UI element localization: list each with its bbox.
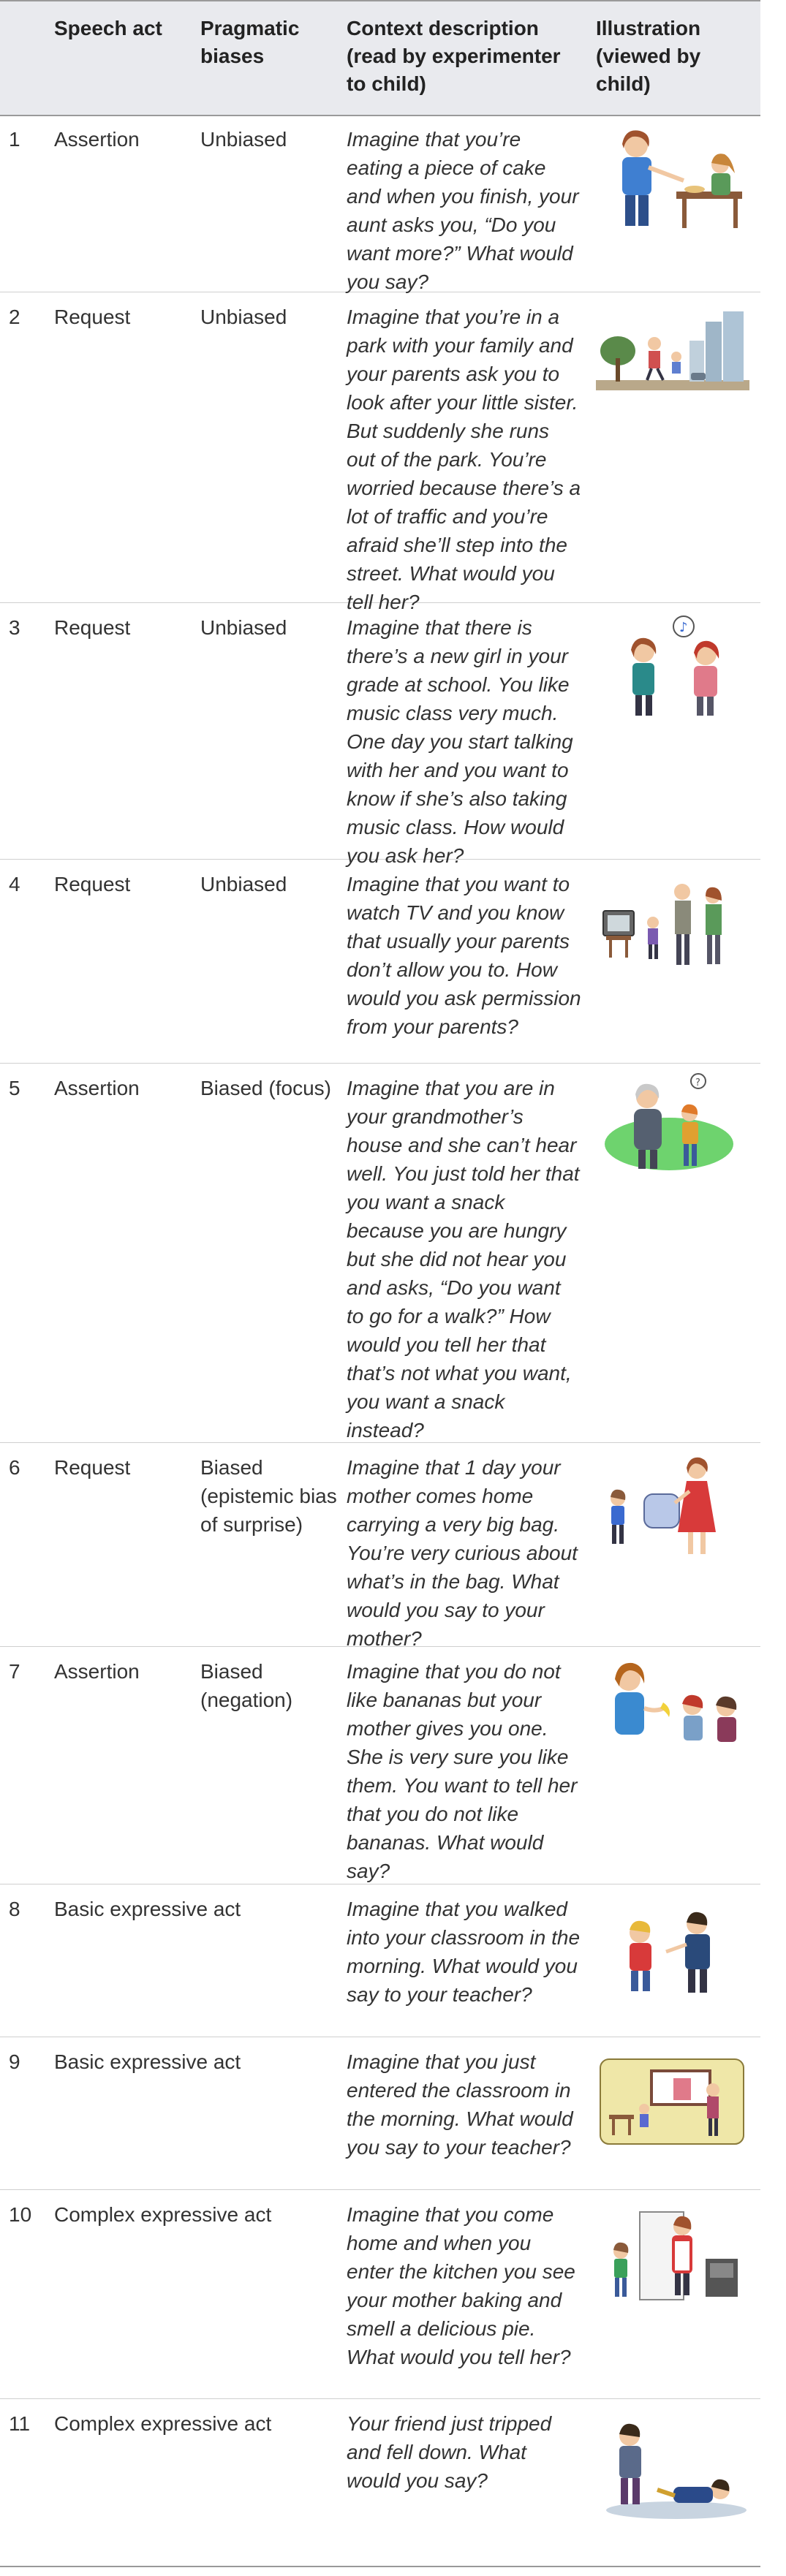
header-context-description: Context description (read by experimenter to child): [347, 17, 561, 95]
table-row: [0, 860, 760, 1064]
row-number: 8: [9, 1898, 20, 1920]
speech-act-cell: Complex expressive act: [54, 2203, 272, 2226]
biases-cell: Unbiased: [200, 616, 287, 639]
row-number: 5: [9, 1077, 20, 1099]
header-pragmatic-biases: Pragmatic biases: [200, 17, 300, 67]
table-row: [0, 292, 760, 613]
biases-cell: Unbiased: [200, 873, 287, 895]
table-row: [0, 1884, 760, 2037]
row-number: 1: [9, 128, 20, 151]
illustration-classroom-image: [596, 2045, 749, 2154]
row-number: 4: [9, 873, 20, 895]
illustration-grandmother-image: [596, 1071, 749, 1181]
illustration-banana-image: [596, 1654, 749, 1764]
row-number: 6: [9, 1456, 20, 1479]
context-cell: Imagine that you’re in a park with your family and your parents ask you to look after your little sister. But suddenly she runs out of the park. You’re worried because there’s a lot of traffic and you’re afraid she’ll step into the street. What would you tell her?: [347, 306, 581, 613]
illustration-cake-image: [596, 122, 749, 232]
biases-cell: Biased (epistemic bias of surprise): [200, 1456, 337, 1536]
speech-act-cell: Assertion: [54, 1077, 140, 1099]
context-cell: Imagine that you come home and when you enter the kitchen you see your mother baking and smell a delicious pie. What would you tell her?: [347, 2203, 575, 2368]
row-number: 7: [9, 1660, 20, 1683]
table-header: [0, 0, 760, 116]
illustration-fall-image: [596, 2414, 749, 2523]
header-speech-act: Speech act: [54, 17, 162, 39]
illustration-tv-image: [596, 867, 749, 977]
speech-act-cell: Request: [54, 616, 131, 639]
context-cell: Imagine that you want to watch TV and you know that usually your parents don’t allow you to. How would you ask permission from your parents?: [347, 873, 581, 1038]
row-number: 10: [9, 2203, 32, 2226]
table-row: [0, 1647, 760, 1884]
speech-act-cell: Complex expressive act: [54, 2412, 272, 2435]
row-number: 9: [9, 2050, 20, 2073]
context-cell: Imagine that you do not like bananas but your mother gives you one. She is very sure you like them. You want to tell her that you do not like bananas. What would say?: [347, 1660, 578, 1882]
speech-act-cell: Request: [54, 306, 131, 328]
header-illustration: Illustration (viewed by child): [596, 17, 701, 95]
biases-cell: Biased (negation): [200, 1660, 293, 1711]
table-row: [0, 603, 760, 867]
biases-cell: Biased (focus): [200, 1077, 331, 1099]
speech-act-cell: Assertion: [54, 1660, 140, 1683]
table-row: [0, 2190, 760, 2399]
table-row: [0, 2037, 760, 2190]
context-cell: Your friend just tripped and fell down. What would you say?: [347, 2412, 552, 2492]
illustration-greeting-teacher-image: [596, 1892, 749, 2001]
speech-act-cell: Request: [54, 873, 131, 895]
illustration-park-image: [596, 300, 749, 409]
row-number: 11: [9, 2412, 31, 2435]
context-cell: Imagine that you are in your grandmother’s house and she can’t hear well. You just told her that you want a snack because you are hungry but she did not hear you and asks, “Do you want to go for a walk?” How would you tell her that that’s not what you want, you want a snack instead?: [347, 1077, 580, 1442]
speech-act-cell: Basic expressive act: [54, 1898, 241, 1920]
illustration-kitchen-image: [596, 2197, 749, 2307]
context-cell: Imagine that you walked into your classroom in the morning. What would you say to your teacher?: [347, 1898, 581, 2006]
context-cell: Imagine that you just entered the classroom in the morning. What would you say to your teacher?: [347, 2050, 573, 2159]
row-number: 3: [9, 616, 20, 639]
illustration-music-image: [596, 610, 749, 720]
table-row: [0, 2399, 760, 2567]
speech-act-cell: Assertion: [54, 128, 140, 151]
context-cell: Imagine that there is there’s a new girl in your grade at school. You like music class very much. One day you start talking with her and you want to know if she’s also taking music class. How would you ask her?: [347, 616, 573, 867]
context-cell: Imagine that 1 day your mother comes home carrying a very big bag. You’re very curious about what’s in the bag. What would you say to your mother?: [347, 1456, 578, 1650]
illustration-big-bag-image: [596, 1450, 749, 1560]
table-row: [0, 1064, 760, 1443]
context-cell: Imagine that you’re eating a piece of cake and when you finish, your aunt asks you, “Do you want more?” What would you say?: [347, 128, 579, 293]
table-row: [0, 1443, 760, 1650]
speech-act-cell: Basic expressive act: [54, 2050, 241, 2073]
row-number: 2: [9, 306, 20, 328]
speech-act-cell: Request: [54, 1456, 131, 1479]
biases-cell: Unbiased: [200, 306, 287, 328]
svg-text:♪: ♪: [679, 620, 688, 635]
table-row: [0, 115, 760, 292]
biases-cell: Unbiased: [200, 128, 287, 151]
svg-text:?: ?: [695, 1077, 700, 1088]
